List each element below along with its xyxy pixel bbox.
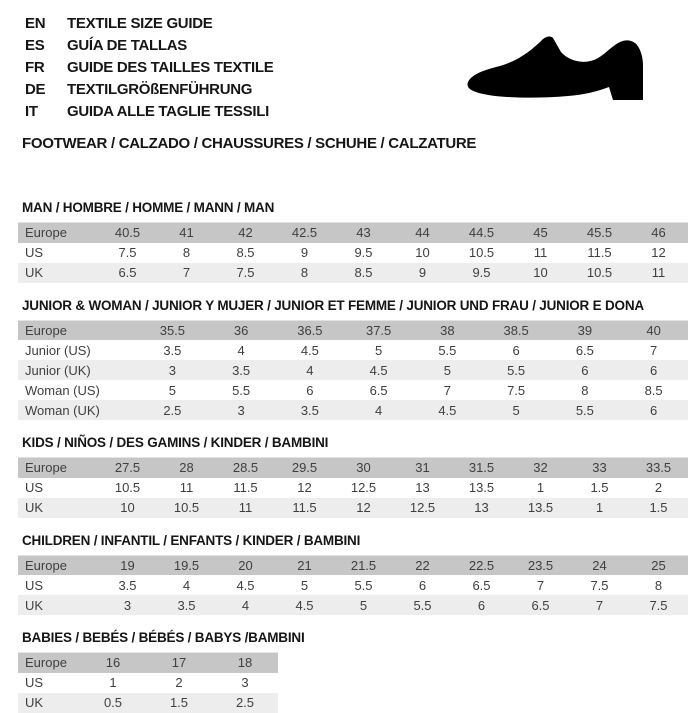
table-row xyxy=(18,223,688,243)
size-value: 36 xyxy=(207,320,276,340)
language-code: ES xyxy=(25,37,45,54)
size-value: 32 xyxy=(511,458,570,478)
size-value: 40.5 xyxy=(98,223,157,243)
size-value: 8 xyxy=(551,380,620,400)
size-value: 4 xyxy=(344,400,413,420)
row-label: Europe xyxy=(18,653,80,673)
size-value: 5 xyxy=(334,595,393,615)
size-value: 5.5 xyxy=(551,400,620,420)
size-value: 9.5 xyxy=(452,263,511,283)
size-value: 45 xyxy=(511,223,570,243)
size-value: 21 xyxy=(275,555,334,575)
size-value: 7.5 xyxy=(629,595,688,615)
size-value: 21.5 xyxy=(334,555,393,575)
size-value: 13.5 xyxy=(452,478,511,498)
table-row xyxy=(18,575,688,595)
language-label: GUÍA DE TALLAS xyxy=(67,37,187,54)
size-table-section xyxy=(18,630,700,713)
size-value: 40 xyxy=(619,320,688,340)
size-value: 10 xyxy=(511,263,570,283)
language-code: IT xyxy=(25,103,38,120)
size-value: 24 xyxy=(570,555,629,575)
size-value: 42 xyxy=(216,223,275,243)
table-title: JUNIOR & WOMAN / JUNIOR Y MUJER / JUNIOR ET FEMME / JUNIOR UND FRAU / JUNIOR E DONA xyxy=(22,297,644,313)
size-value: 45.5 xyxy=(570,223,629,243)
size-value: 44 xyxy=(393,223,452,243)
size-value: 2.5 xyxy=(138,400,207,420)
row-label: Junior (UK) xyxy=(18,360,138,380)
size-value: 6 xyxy=(452,595,511,615)
size-value: 7 xyxy=(157,263,216,283)
size-value: 11.5 xyxy=(216,478,275,498)
size-value: 27.5 xyxy=(98,458,157,478)
table-row xyxy=(18,458,688,478)
size-value: 8 xyxy=(629,575,688,595)
size-value: 3 xyxy=(212,673,278,693)
size-value: 31 xyxy=(393,458,452,478)
size-value: 8 xyxy=(157,243,216,263)
size-value: 8.5 xyxy=(619,380,688,400)
size-value: 43 xyxy=(334,223,393,243)
size-value: 6 xyxy=(276,380,345,400)
row-label: UK xyxy=(18,693,80,713)
language-code: EN xyxy=(25,15,46,32)
size-value: 9.5 xyxy=(334,243,393,263)
size-value: 5.5 xyxy=(413,340,482,360)
size-value: 18 xyxy=(212,653,278,673)
size-table xyxy=(18,652,278,713)
size-table-section xyxy=(18,533,700,616)
size-value: 12 xyxy=(334,498,393,518)
language-label: TEXTILGRÖßENFÜHRUNG xyxy=(67,81,253,98)
size-value: 33.5 xyxy=(629,458,688,478)
row-label: US xyxy=(18,673,80,693)
size-value: 5.5 xyxy=(393,595,452,615)
size-value: 7.5 xyxy=(570,575,629,595)
row-label: Europe xyxy=(18,320,138,340)
size-value: 36.5 xyxy=(276,320,345,340)
size-value: 35.5 xyxy=(138,320,207,340)
size-value: 11 xyxy=(629,263,688,283)
size-table xyxy=(18,555,688,616)
size-value: 10.5 xyxy=(452,243,511,263)
size-value: 16 xyxy=(80,653,146,673)
size-value: 2 xyxy=(629,478,688,498)
table-title: CHILDREN / INFANTIL / ENFANTS / KINDER / BAMBINI xyxy=(22,532,361,548)
size-value: 6 xyxy=(551,360,620,380)
size-value: 41 xyxy=(157,223,216,243)
size-value: 1.5 xyxy=(629,498,688,518)
language-label: GUIDA ALLE TAGLIE TESSILI xyxy=(67,103,269,120)
size-value: 4.5 xyxy=(413,400,482,420)
category-line: FOOTWEAR / CALZADO / CHAUSSURES / SCHUHE / CALZATURE xyxy=(22,135,477,152)
table-row xyxy=(18,263,688,283)
language-code: FR xyxy=(25,59,45,76)
size-value: 2.5 xyxy=(212,693,278,713)
size-value: 10.5 xyxy=(570,263,629,283)
size-value: 22.5 xyxy=(452,555,511,575)
size-value: 7.5 xyxy=(216,263,275,283)
size-value: 13 xyxy=(393,478,452,498)
size-value: 9 xyxy=(393,263,452,283)
size-value: 12 xyxy=(275,478,334,498)
language-label: TEXTILE SIZE GUIDE xyxy=(67,15,213,32)
size-value: 1 xyxy=(570,498,629,518)
size-value: 4.5 xyxy=(216,575,275,595)
size-value: 3.5 xyxy=(98,575,157,595)
table-row xyxy=(18,498,688,518)
size-value: 9 xyxy=(275,243,334,263)
size-value: 3.5 xyxy=(157,595,216,615)
size-value: 7.5 xyxy=(482,380,551,400)
size-value: 3.5 xyxy=(276,400,345,420)
size-value: 8.5 xyxy=(334,263,393,283)
size-value: 10 xyxy=(98,498,157,518)
size-value: 7 xyxy=(511,575,570,595)
row-label: US xyxy=(18,478,98,498)
size-value: 28 xyxy=(157,458,216,478)
size-value: 8.5 xyxy=(216,243,275,263)
size-table xyxy=(18,320,688,421)
size-value: 46 xyxy=(629,223,688,243)
size-value: 4.5 xyxy=(275,595,334,615)
table-row xyxy=(18,320,688,340)
size-value: 11.5 xyxy=(570,243,629,263)
size-value: 6 xyxy=(619,400,688,420)
size-value: 42.5 xyxy=(275,223,334,243)
size-value: 7 xyxy=(619,340,688,360)
size-value: 37.5 xyxy=(344,320,413,340)
table-row xyxy=(18,400,688,420)
row-label: US xyxy=(18,243,98,263)
size-value: 3 xyxy=(207,400,276,420)
language-code: DE xyxy=(25,81,46,98)
size-value: 7 xyxy=(413,380,482,400)
table-row xyxy=(18,478,688,498)
size-value: 3.5 xyxy=(138,340,207,360)
size-value: 13 xyxy=(452,498,511,518)
size-value: 30 xyxy=(334,458,393,478)
size-value: 5.5 xyxy=(334,575,393,595)
size-value: 5 xyxy=(482,400,551,420)
size-value: 38 xyxy=(413,320,482,340)
size-table xyxy=(18,457,688,518)
row-label: Europe xyxy=(18,555,98,575)
table-title: BABIES / BEBÉS / BÉBÉS / BABYS /BAMBINI xyxy=(22,630,305,645)
size-value: 5.5 xyxy=(482,360,551,380)
table-row xyxy=(18,340,688,360)
size-value: 4 xyxy=(276,360,345,380)
size-value: 5.5 xyxy=(207,380,276,400)
size-value: 3 xyxy=(98,595,157,615)
size-value: 44.5 xyxy=(452,223,511,243)
size-value: 39 xyxy=(551,320,620,340)
row-label: UK xyxy=(18,595,98,615)
size-value: 7 xyxy=(570,595,629,615)
size-value: 33 xyxy=(570,458,629,478)
size-value: 23.5 xyxy=(511,555,570,575)
size-value: 5 xyxy=(344,340,413,360)
size-value: 6 xyxy=(619,360,688,380)
row-label: Junior (US) xyxy=(18,340,138,360)
language-label: GUIDE DES TAILLES TEXTILE xyxy=(67,59,274,76)
table-row xyxy=(18,555,688,575)
row-label: US xyxy=(18,575,98,595)
table-title: KIDS / NIÑOS / DES GAMINS / KINDER / BAMBINI xyxy=(22,435,329,450)
size-value: 4 xyxy=(207,340,276,360)
row-label: Europe xyxy=(18,458,98,478)
size-value: 5 xyxy=(275,575,334,595)
size-value: 6.5 xyxy=(511,595,570,615)
row-label: UK xyxy=(18,498,98,518)
table-title: MAN / HOMBRE / HOMME / MANN / MAN xyxy=(22,200,275,215)
size-value: 4 xyxy=(157,575,216,595)
size-value: 6.5 xyxy=(551,340,620,360)
size-table-section xyxy=(18,200,700,283)
table-row xyxy=(18,673,278,693)
size-value: 10.5 xyxy=(157,498,216,518)
table-row xyxy=(18,360,688,380)
size-value: 8 xyxy=(275,263,334,283)
size-value: 12.5 xyxy=(334,478,393,498)
size-value: 5 xyxy=(413,360,482,380)
size-value: 25 xyxy=(629,555,688,575)
size-value: 6.5 xyxy=(452,575,511,595)
size-value: 4 xyxy=(216,595,275,615)
size-value: 5 xyxy=(138,380,207,400)
size-value: 22 xyxy=(393,555,452,575)
size-value: 29.5 xyxy=(275,458,334,478)
row-label: Woman (US) xyxy=(18,380,138,400)
size-table xyxy=(18,222,688,283)
table-row xyxy=(18,380,688,400)
size-value: 11 xyxy=(511,243,570,263)
size-value: 12.5 xyxy=(393,498,452,518)
size-value: 1.5 xyxy=(570,478,629,498)
size-value: 4.5 xyxy=(276,340,345,360)
size-value: 3 xyxy=(138,360,207,380)
size-value: 1 xyxy=(80,673,146,693)
row-label: Europe xyxy=(18,223,98,243)
row-label: UK xyxy=(18,263,98,283)
size-value: 20 xyxy=(216,555,275,575)
size-value: 7.5 xyxy=(98,243,157,263)
size-value: 6 xyxy=(393,575,452,595)
size-value: 17 xyxy=(146,653,212,673)
size-value: 6.5 xyxy=(98,263,157,283)
size-value: 6.5 xyxy=(344,380,413,400)
size-value: 38.5 xyxy=(482,320,551,340)
size-value: 13.5 xyxy=(511,498,570,518)
table-row xyxy=(18,243,688,263)
size-value: 12 xyxy=(629,243,688,263)
size-value: 0.5 xyxy=(80,693,146,713)
size-value: 31.5 xyxy=(452,458,511,478)
size-value: 6 xyxy=(482,340,551,360)
size-value: 1 xyxy=(511,478,570,498)
size-value: 10.5 xyxy=(98,478,157,498)
size-value: 4.5 xyxy=(344,360,413,380)
size-value: 19 xyxy=(98,555,157,575)
size-table-section xyxy=(18,298,700,421)
size-value: 10 xyxy=(393,243,452,263)
size-value: 28.5 xyxy=(216,458,275,478)
size-value: 1.5 xyxy=(146,693,212,713)
size-value: 19.5 xyxy=(157,555,216,575)
table-row xyxy=(18,653,278,673)
size-value: 11.5 xyxy=(275,498,334,518)
size-value: 11 xyxy=(216,498,275,518)
row-label: Woman (UK) xyxy=(18,400,138,420)
shoe-silhouette-icon xyxy=(462,30,667,116)
size-table-section xyxy=(18,435,700,518)
table-row xyxy=(18,595,688,615)
size-tables xyxy=(18,200,700,713)
size-value: 2 xyxy=(146,673,212,693)
table-row xyxy=(18,693,278,713)
size-value: 11 xyxy=(157,478,216,498)
size-value: 3.5 xyxy=(207,360,276,380)
